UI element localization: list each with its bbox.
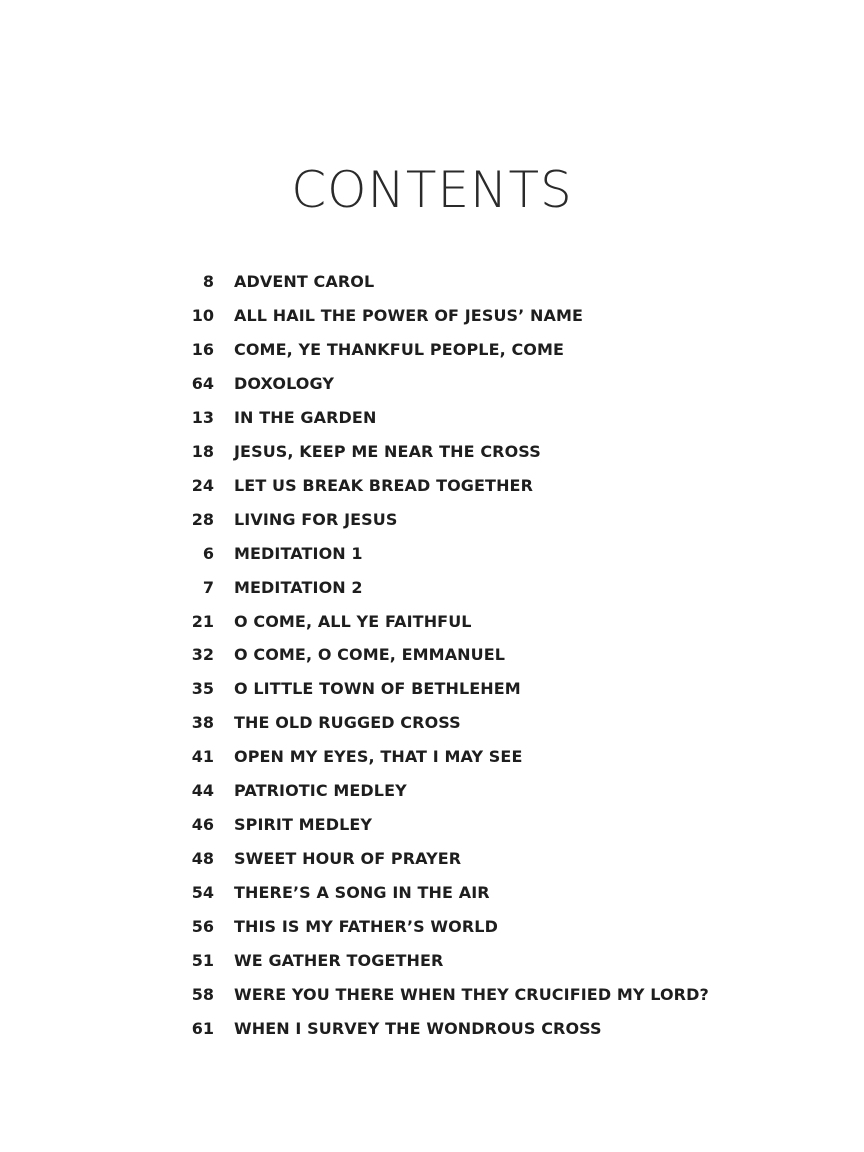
toc-song-title: THERE’S A SONG IN THE AIR [234, 883, 490, 903]
toc-entry [0, 299, 864, 333]
toc-song-title: COME, YE THANKFUL PEOPLE, COME [234, 339, 565, 359]
toc-page-number: 38 [191, 713, 214, 733]
toc-entry [0, 571, 864, 605]
toc-song-title: OPEN MY EYES, THAT I MAY SEE [234, 747, 523, 767]
toc-song-title: IN THE GARDEN [234, 407, 377, 427]
toc-entry [0, 672, 864, 706]
toc-song-title: JESUS, KEEP ME NEAR THE CROSS [234, 441, 541, 461]
toc-page-number: 18 [191, 441, 214, 461]
toc-entry [0, 740, 864, 774]
toc-entry [0, 367, 864, 401]
toc-page-number: 35 [191, 679, 214, 699]
toc-entry [0, 469, 864, 503]
toc-entry [0, 1012, 864, 1046]
toc-page-number: 21 [191, 611, 214, 631]
page-title: CONTENTS [291, 161, 573, 219]
toc-entry [0, 876, 864, 910]
toc-song-title: MEDITATION 2 [234, 577, 363, 597]
toc-entry [0, 638, 864, 672]
toc-page-number: 41 [191, 747, 214, 767]
toc-song-title: WHEN I SURVEY THE WONDROUS CROSS [234, 1018, 602, 1038]
toc-song-title: LIVING FOR JESUS [234, 509, 398, 529]
toc-page-number: 7 [202, 577, 214, 597]
toc-page-number: 32 [191, 645, 214, 665]
toc-page-number: 51 [191, 951, 214, 971]
toc-page-number: 28 [191, 509, 214, 529]
toc-entry [0, 978, 864, 1012]
toc-entry [0, 537, 864, 571]
toc-song-title: LET US BREAK BREAD TOGETHER [234, 475, 534, 495]
toc-page-number: 44 [191, 781, 214, 801]
toc-page-number: 24 [191, 475, 214, 495]
toc-song-title: ADVENT CAROL [234, 272, 375, 291]
toc-song-title: O LITTLE TOWN OF BETHLEHEM [234, 679, 521, 699]
toc-song-title: THE OLD RUGGED CROSS [234, 713, 461, 733]
table-of-contents [0, 265, 864, 1046]
toc-entry [0, 503, 864, 537]
toc-entry [0, 808, 864, 842]
toc-song-title: O COME, O COME, EMMANUEL [234, 645, 506, 665]
toc-song-title: PATRIOTIC MEDLEY [234, 781, 407, 801]
toc-song-title: ALL HAIL THE POWER OF JESUS’ NAME [234, 305, 584, 325]
toc-song-title: SWEET HOUR OF PRAYER [234, 849, 462, 869]
toc-page-number: 56 [191, 917, 214, 937]
toc-page-number: 16 [191, 339, 214, 359]
toc-page-number: 46 [191, 815, 214, 835]
toc-page-number: 61 [191, 1018, 214, 1038]
toc-entry [0, 910, 864, 944]
toc-song-title: O COME, ALL YE FAITHFUL [234, 611, 472, 631]
toc-entry [0, 774, 864, 808]
toc-entry [0, 605, 864, 639]
toc-entry [0, 944, 864, 978]
toc-page-number: 64 [191, 373, 214, 393]
toc-page-number: 58 [191, 985, 214, 1005]
toc-song-title: MEDITATION 1 [234, 543, 363, 563]
toc-song-title: THIS IS MY FATHER’S WORLD [234, 917, 498, 937]
toc-page-number: 8 [202, 272, 214, 291]
toc-entry [0, 706, 864, 740]
toc-song-title: WE GATHER TOGETHER [234, 951, 444, 971]
toc-entry [0, 842, 864, 876]
toc-entry [0, 265, 864, 299]
toc-page-number: 6 [202, 543, 214, 563]
toc-page-number: 48 [191, 849, 214, 869]
toc-entry [0, 401, 864, 435]
toc-song-title: WERE YOU THERE WHEN THEY CRUCIFIED MY LORD? [234, 985, 709, 1005]
toc-song-title: DOXOLOGY [234, 373, 335, 393]
toc-entry [0, 333, 864, 367]
toc-page-number: 10 [191, 305, 214, 325]
toc-page-number: 54 [191, 883, 214, 903]
toc-page-number: 13 [191, 407, 214, 427]
toc-entry [0, 435, 864, 469]
toc-song-title: SPIRIT MEDLEY [234, 815, 373, 835]
